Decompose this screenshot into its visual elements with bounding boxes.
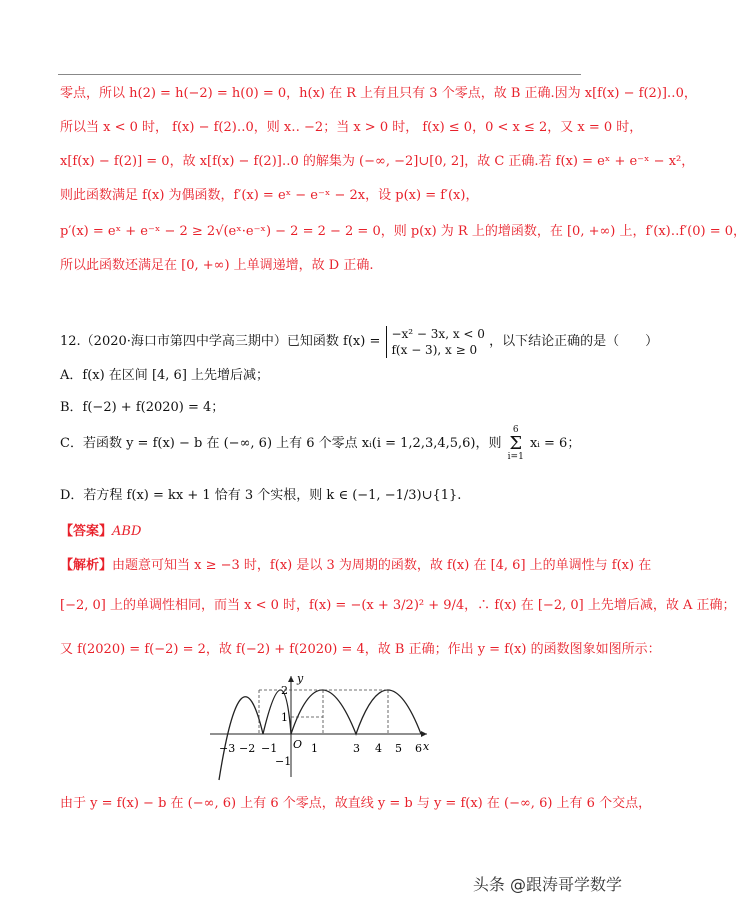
x-tick-4: 4: [375, 742, 382, 755]
x-tick-1: 1: [311, 742, 318, 755]
option-d: D．若方程 f(x) = kx + 1 恰有 3 个实根，则 k ∈ (−1, −1/3)∪{1}.: [60, 488, 462, 503]
sum-upper: 6: [512, 424, 519, 435]
summation-symbol: [508, 426, 524, 462]
function-curve: [219, 690, 421, 780]
option-c-suffix: xᵢ = 6；: [529, 436, 581, 451]
watermark: 头条 @跟涛哥学数学: [472, 875, 622, 894]
analysis-line-4: 由于 y = f(x) − b 在 (−∞, 6) 上有 6 个零点，故直线 y = b 与 y = f(x) 在 (−∞, 6) 上有 6 个交点，: [60, 796, 652, 811]
option-b: B．f(−2) + f(2020) = 4；: [60, 400, 225, 415]
sum-lower: i=1: [507, 451, 524, 462]
x-tick-neg1: −1: [261, 742, 278, 755]
x-tick-neg3: −3: [219, 742, 236, 755]
prev-solution-line-4: 则此函数满足 f(x) 为偶函数，f′(x) = eˣ − e⁻ˣ − 2x，设 p(x) = f′(x)，: [60, 188, 479, 203]
problem-stem: [60, 322, 659, 362]
function-graph: [205, 672, 435, 782]
x-axis-label: x: [423, 740, 430, 753]
x-tick-5: 5: [395, 742, 402, 755]
sum-sign: Σ: [509, 432, 523, 454]
analysis-label: 【解析】: [60, 558, 113, 573]
piece-1: −x² − 3x, x < 0: [391, 326, 485, 341]
analysis-line-1-text: 由题意可知当 x ≥ −3 时，f(x) 是以 3 为周期的函数，故 f(x) 在 [4, 6] 上的单调性与 f(x) 在: [112, 558, 652, 573]
header-divider: [58, 74, 581, 75]
prev-solution-line-1: 零点，所以 h(2) = h(−2) = h(0) = 0，h(x) 在 R 上有且只有 3 个零点，故 B 正确.因为 x[f(x) − f(2)]‥0，: [60, 86, 697, 101]
y-axis-arrow-icon: [288, 676, 294, 682]
analysis-line-3: 又 f(2020) = f(−2) = 2，故 f(−2) + f(2020) = 4，故 B 正确；作出 y = f(x) 的函数图象如图所示：: [60, 642, 661, 657]
origin-label: O: [293, 738, 303, 751]
answer-label: 【答案】: [60, 524, 113, 539]
problem-stem-prefix: 12.（2020·海口市第四中学高三期中）已知函数 f(x) =: [60, 334, 381, 349]
y-tick-neg1: −1: [275, 755, 292, 768]
x-tick-3: 3: [353, 742, 360, 755]
x-tick-6: 6: [415, 742, 422, 755]
piecewise-definition: [386, 326, 484, 358]
x-axis-arrow-icon: [421, 731, 427, 737]
y-tick-2: 2: [281, 684, 288, 697]
x-tick-neg2: −2: [239, 742, 256, 755]
piece-2: f(x − 3), x ≥ 0: [391, 342, 478, 357]
analysis-line-1: [60, 556, 652, 576]
prev-solution-line-3: x[f(x) − f(2)] = 0，故 x[f(x) − f(2)]‥0 的解集为 (−∞, −2]∪[0, 2]，故 C 正确.若 f(x) = eˣ + e⁻ˣ − x²，: [60, 154, 695, 169]
y-tick-1: 1: [281, 711, 288, 724]
prev-solution-line-5: p′(x) = eˣ + e⁻ˣ − 2 ≥ 2√(eˣ·e⁻ˣ) − 2 = 2 − 2 = 0，则 p(x) 为 R 上的增函数，在 [0, +∞) 上，f′(x)‥f′(0) = 0，: [60, 224, 746, 239]
analysis-line-2: [−2, 0] 上的单调性相同，而当 x < 0 时，f(x) = −(x + 3/2)² + 9/4，∴ f(x) 在 [−2, 0] 上先增后减，故 A 正确；: [60, 598, 736, 613]
option-a: A．f(x) 在区间 [4, 6] 上先增后减；: [60, 368, 270, 383]
y-axis-label: y: [297, 672, 304, 685]
option-c-prefix: C．若函数 y = f(x) − b 在 (−∞, 6) 上有 6 个零点 xᵢ(i = 1,2,3,4,5,6)，则: [60, 436, 502, 451]
option-c: [60, 424, 590, 464]
prev-solution-line-6: 所以此函数还满足在 [0, +∞) 上单调递增，故 D 正确.: [60, 258, 374, 273]
answer-value: ABD: [112, 524, 142, 539]
problem-stem-suffix: ，以下结论正确的是（ ）: [489, 334, 659, 349]
answer-row: [60, 522, 590, 542]
prev-solution-line-2: 所以当 x < 0 时， f(x) − f(2)‥0，则 x‥ −2；当 x > 0 时， f(x) ≤ 0，0 < x ≤ 2，又 x = 0 时，: [60, 120, 643, 135]
